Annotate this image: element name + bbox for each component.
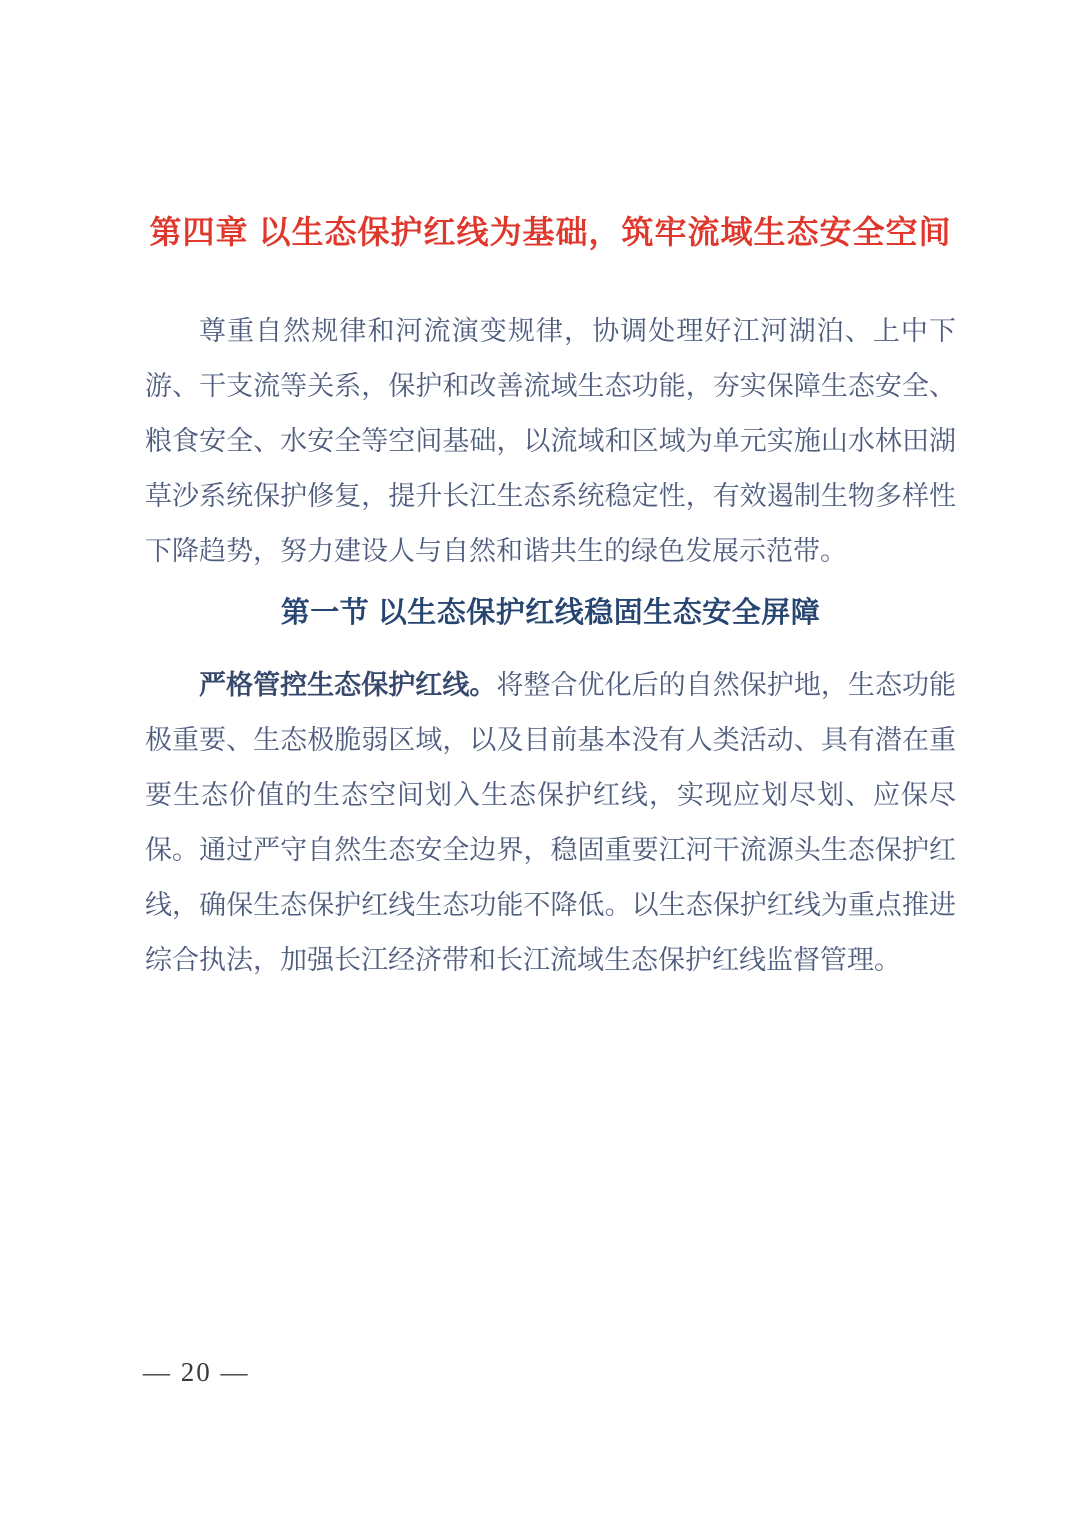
section-paragraph	[145, 658, 956, 988]
page-footer	[143, 1356, 250, 1388]
chapter-title: 第四章 以生态保护红线为基础，筑牢流域生态安全空间	[149, 214, 952, 250]
section-paragraph-lead-emphasis: 严格管控生态保护红线。	[199, 670, 497, 701]
section-title: 第一节 以生态保护红线稳固生态安全屏障	[280, 596, 821, 629]
section-paragraph-body-text: 将整合优化后的自然保护地，生态功能极重要、生态极脆弱区域，以及目前基本没有人类活动、具有潜在重要生态价值的生态空间划入生态保护红线，实现应划尽划、应保尽保。通过严守自然生态安全边界，稳固重要江河干流源头生态保护红线，确保生态保护红线生态功能不降低。以生态保护红线为重点推进综合执法，加强长江经济带和长江流域生态保护红线监督管理。	[145, 670, 957, 976]
page-number: — 20 —	[143, 1357, 250, 1387]
intro-paragraph: 尊重自然规律和河流演变规律，协调处理好江河湖泊、上中下游、干支流等关系，保护和改善流域生态功能，夯实保障生态安全、粮食安全、水安全等空间基础，以流域和区域为单元实施山水林田湖草沙系统保护修复，提升长江生态系统稳定性，有效遏制生物多样性下降趋势，努力建设人与自然和谐共生的绿色发展示范带。	[145, 315, 956, 566]
page-content-column	[0, 212, 1080, 988]
